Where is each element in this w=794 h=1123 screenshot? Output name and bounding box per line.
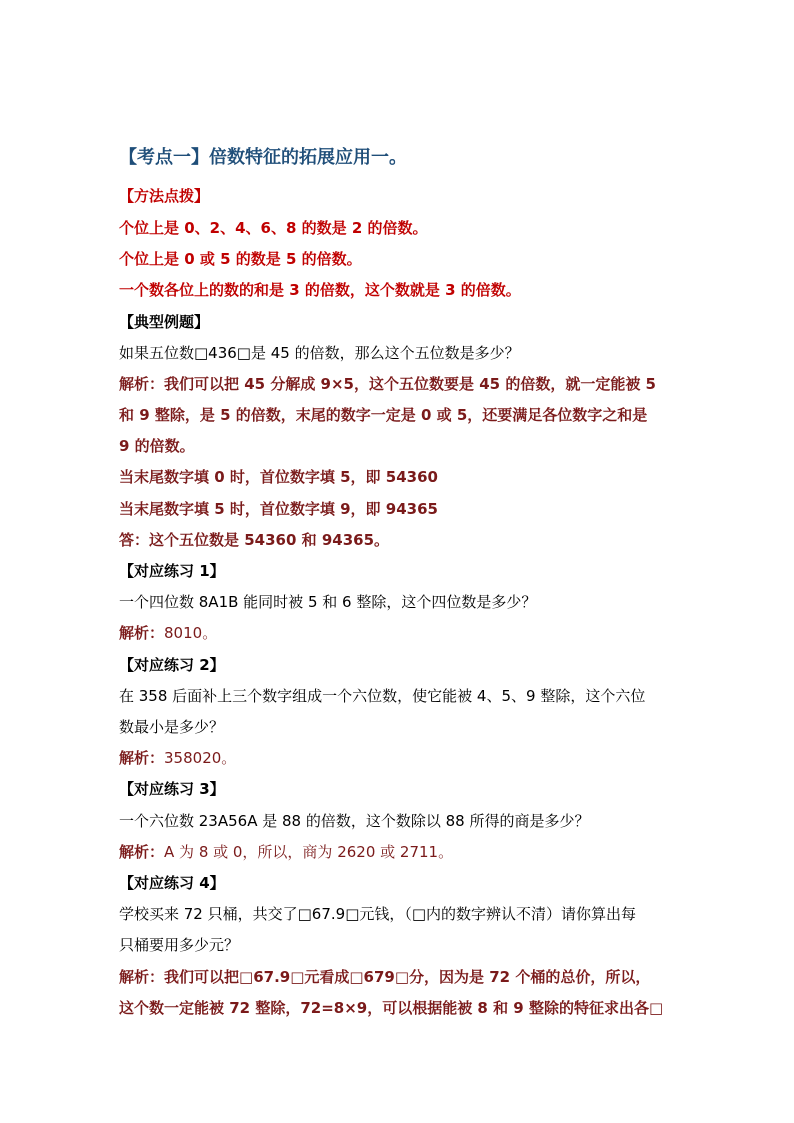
practice1-question: 一个四位数 8A1B 能同时被 5 和 6 整除，这个四位数是多少？: [119, 593, 537, 611]
example-heading: 【典型例题】: [119, 313, 210, 331]
example-analysis-line-1: [119, 374, 656, 394]
example-analysis-line-3: 9 的倍数。: [119, 437, 195, 455]
method-line-2: 个位上是 0 或 5 的数是 5 的倍数。: [119, 250, 362, 268]
analysis-text: A 为 8 或 0，所以，商为 2620 或 2711。: [164, 843, 454, 861]
practice2-analysis: [119, 748, 236, 768]
example-answer: 答：这个五位数是 54360 和 94365。: [119, 531, 390, 549]
method-line-1: 个位上是 0、2、4、6、8 的数是 2 的倍数。: [119, 219, 428, 237]
practice2-question-line-1: 在 358 后面补上三个数字组成一个六位数，使它能被 4、5、9 整除，这个六位: [119, 687, 646, 705]
analysis-label: 解析：: [119, 624, 165, 642]
analysis-text: 8010。: [164, 624, 218, 642]
practice1-analysis: [119, 623, 217, 643]
method-line-3: 一个数各位上的数的和是 3 的倍数，这个数就是 3 的倍数。: [119, 281, 521, 299]
example-case-2: 当末尾数字填 5 时，首位数字填 9，即 94365: [119, 500, 438, 518]
analysis-text: 358020。: [164, 749, 237, 767]
analysis-label: 解析：: [119, 843, 165, 861]
analysis-label: 解析：: [119, 968, 165, 986]
example-question: 如果五位数□436□是 45 的倍数，那么这个五位数是多少？: [119, 344, 520, 362]
analysis-label: 解析：: [119, 749, 165, 767]
practice2-question-line-2: 数最小是多少？: [119, 718, 225, 736]
practice4-analysis-line-1: [119, 967, 650, 987]
practice1-heading: 【对应练习 1】: [119, 562, 225, 580]
method-heading: 【方法点拨】: [119, 187, 210, 205]
page-title: 【考点一】倍数特征的拓展应用一。: [119, 147, 407, 168]
practice4-analysis-line-2: 这个数一定能被 72 整除，72=8×9，可以根据能被 8 和 9 整除的特征求出各□: [119, 999, 664, 1017]
practice4-question-line-1: 学校买来 72 只桶，共交了□67.9□元钱，（□内的数字辨认不清）请你算出每: [119, 905, 637, 923]
example-case-1: 当末尾数字填 0 时，首位数字填 5，即 54360: [119, 468, 438, 486]
example-analysis-line-2: 和 9 整除，是 5 的倍数，末尾的数字一定是 0 或 5，还要满足各位数字之和是: [119, 406, 648, 424]
practice4-question-line-2: 只桶要用多少元？: [119, 936, 240, 954]
practice2-heading: 【对应练习 2】: [119, 656, 225, 674]
practice4-heading: 【对应练习 4】: [119, 874, 225, 892]
analysis-text: 我们可以把□67.9□元看成□679□分，因为是 72 个桶的总价，所以，: [164, 968, 651, 986]
practice3-analysis: [119, 842, 453, 862]
practice3-heading: 【对应练习 3】: [119, 780, 225, 798]
analysis-label: 解析：: [119, 375, 165, 393]
practice3-question: 一个六位数 23A56A 是 88 的倍数，这个数除以 88 所得的商是多少？: [119, 812, 590, 830]
analysis-text: 我们可以把 45 分解成 9×5，这个五位数要是 45 的倍数，就一定能被 5: [164, 375, 656, 393]
